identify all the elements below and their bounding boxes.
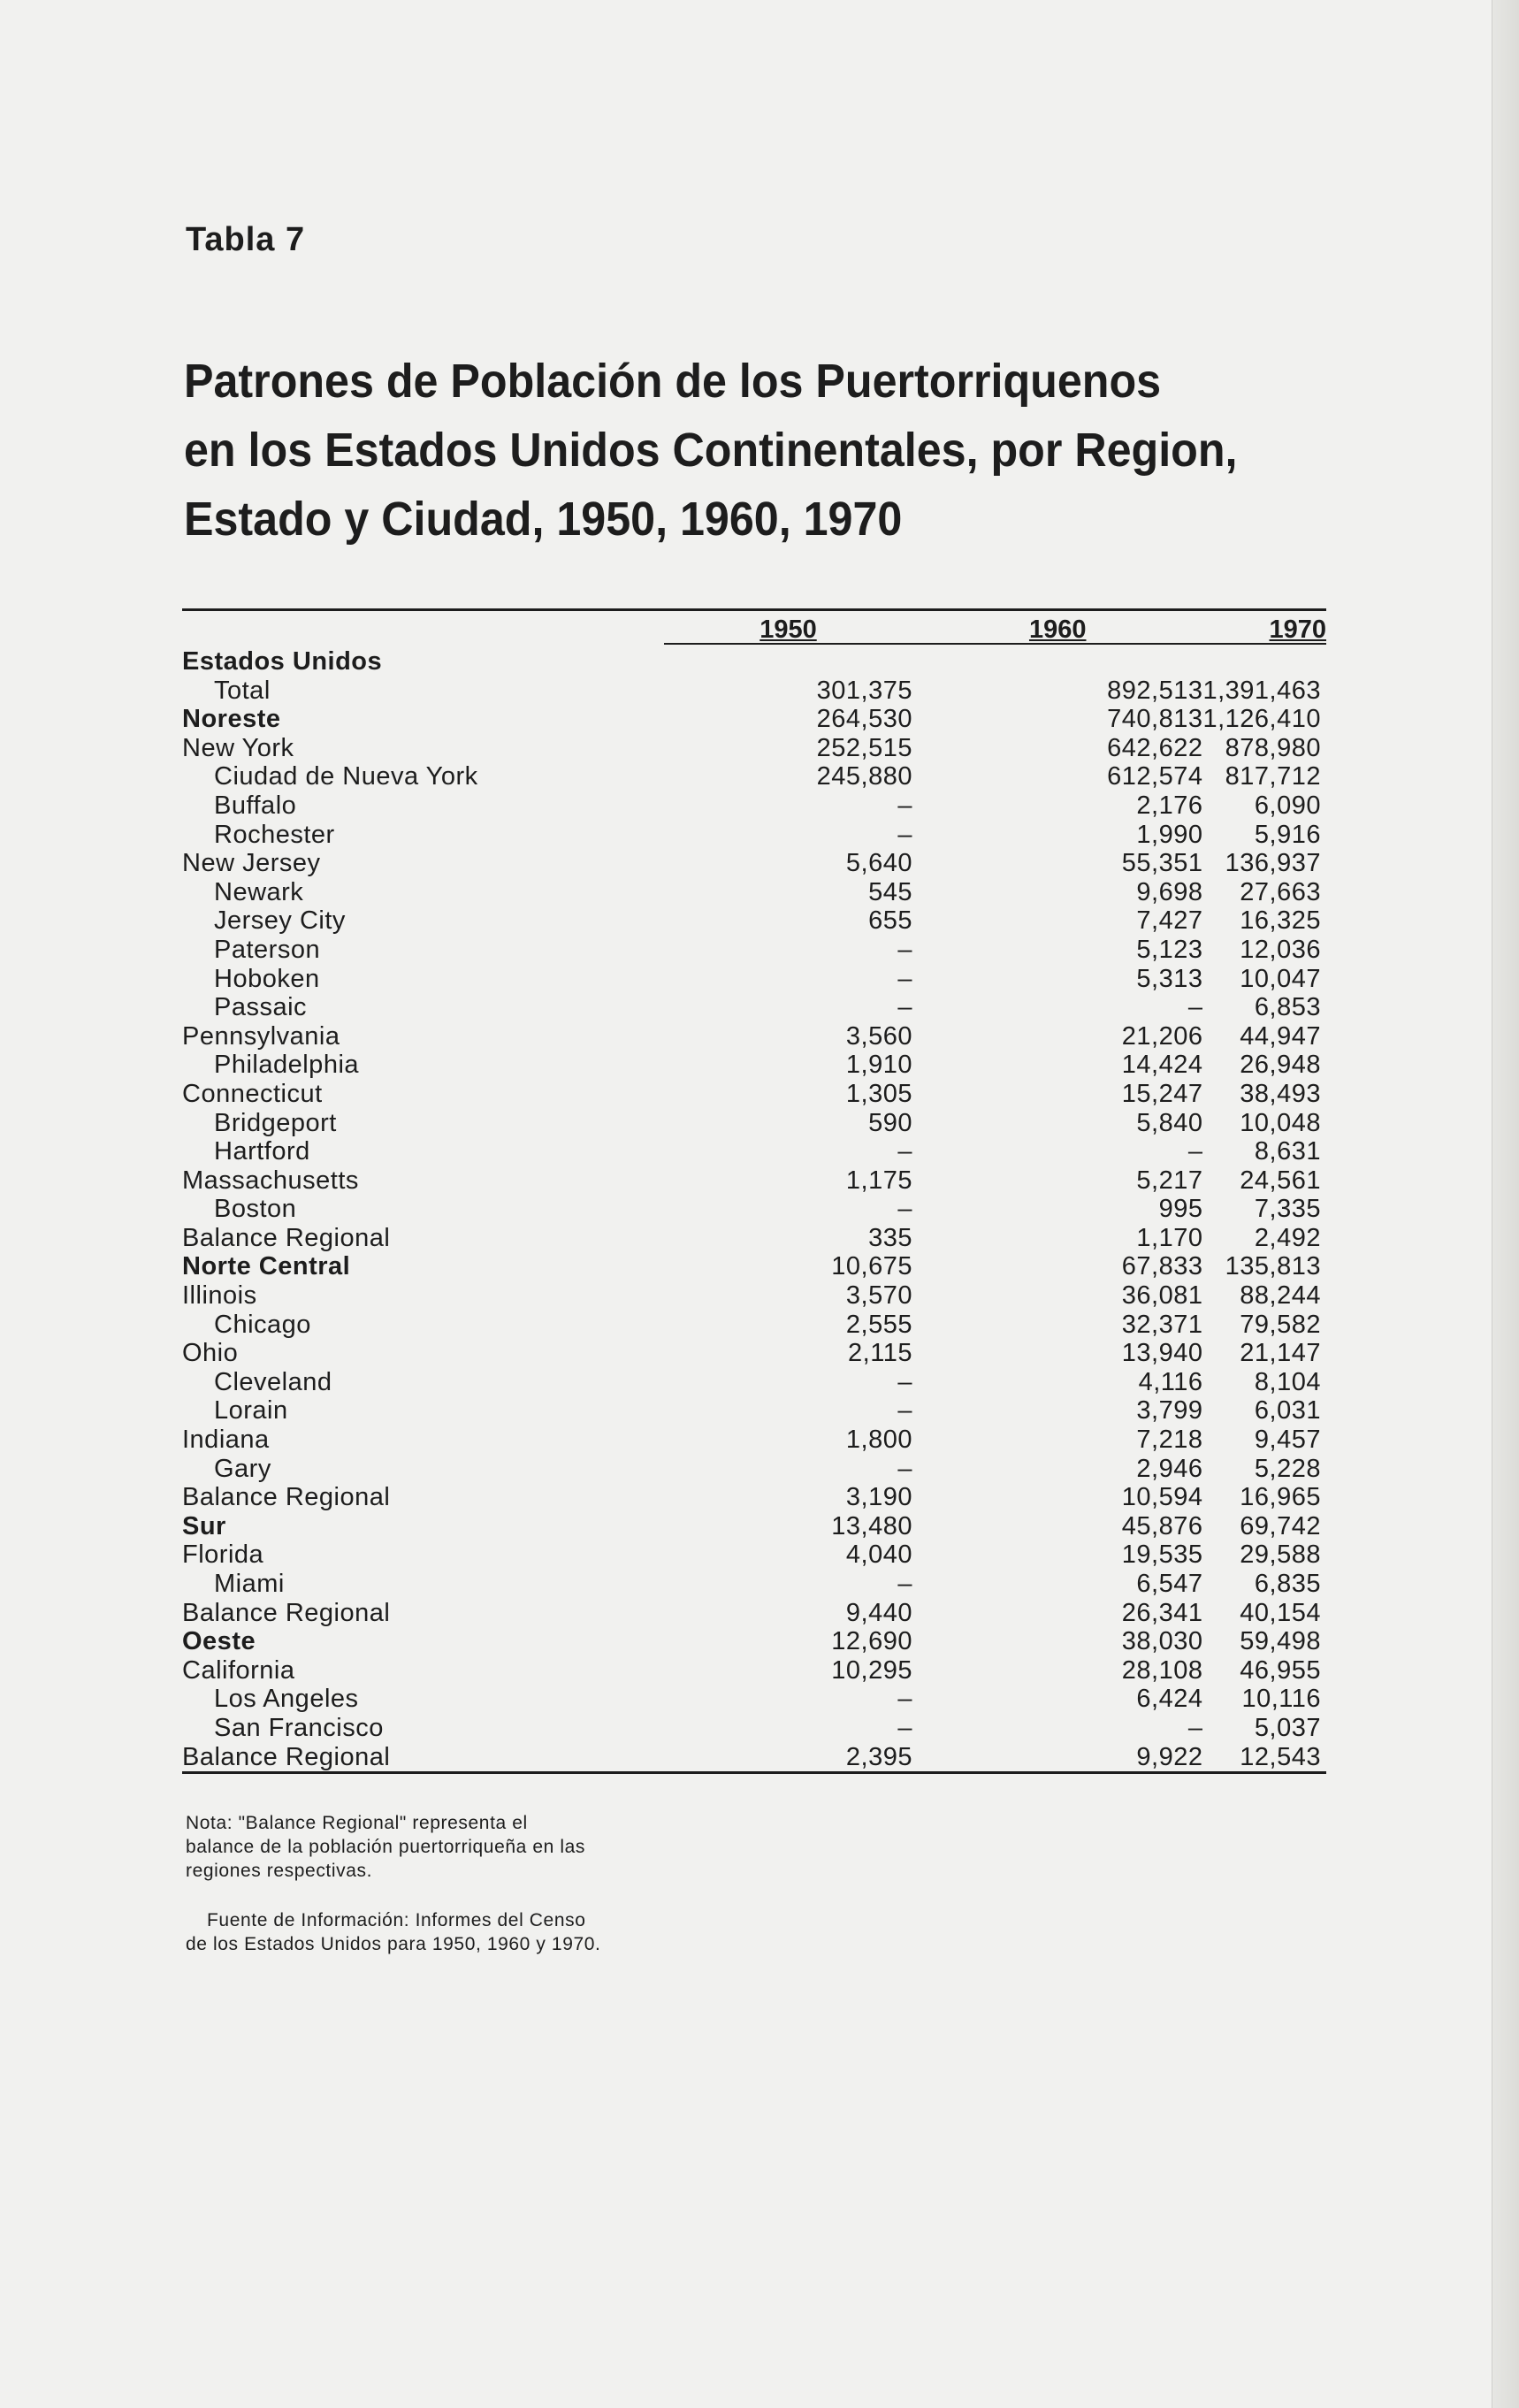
value-1970: 26,948 <box>1240 1051 1321 1080</box>
table-row <box>182 1224 1326 1253</box>
value-1950: 13,480 <box>831 1511 912 1540</box>
value-1950: – <box>897 1713 912 1742</box>
table-row <box>182 1166 1326 1196</box>
row-label: Florida <box>182 1540 264 1570</box>
value-1970: 5,037 <box>1254 1713 1321 1742</box>
value-1960: 740,813 <box>1107 705 1203 734</box>
value-1970 <box>1202 647 1326 677</box>
row-label: Sur <box>182 1511 226 1540</box>
row-label: Jersey City <box>214 906 346 936</box>
table-row <box>182 1195 1326 1224</box>
value-1950: 245,880 <box>816 762 912 791</box>
table-row <box>182 1570 1326 1599</box>
value-1960: 10,594 <box>1121 1483 1203 1512</box>
value-1950: 252,515 <box>816 733 912 762</box>
value-1950: 1,305 <box>845 1079 912 1108</box>
table-row <box>182 1685 1326 1714</box>
value-1950: 264,530 <box>816 705 912 734</box>
table-row <box>182 1714 1326 1743</box>
value-1950: 590 <box>868 1108 912 1137</box>
value-1960: 2,946 <box>1136 1454 1203 1483</box>
value-1950: – <box>897 935 912 964</box>
value-1950: 3,560 <box>845 1021 912 1051</box>
value-1970: 8,631 <box>1254 1137 1321 1166</box>
value-1970: 46,955 <box>1240 1655 1321 1685</box>
row-label: Newark <box>214 877 304 906</box>
row-label: Balance Regional <box>182 1223 391 1252</box>
value-1950: 10,675 <box>831 1252 912 1281</box>
value-1960: 5,217 <box>1136 1166 1203 1195</box>
value-1970: 136,937 <box>1225 849 1321 878</box>
value-1960: 4,116 <box>1138 1367 1203 1396</box>
table-body <box>182 647 1326 1773</box>
value-1970: 1,126,410 <box>1202 705 1321 734</box>
row-label: Hoboken <box>214 964 320 993</box>
value-1970: 38,493 <box>1240 1079 1321 1108</box>
value-1970: 6,835 <box>1254 1570 1321 1598</box>
page-edge <box>1492 0 1519 2408</box>
value-1970: 5,916 <box>1254 820 1321 849</box>
row-label: Noreste <box>182 705 281 734</box>
value-1970: 5,228 <box>1254 1454 1321 1483</box>
title-line: en los Estados Unidos Continentales, por Region, <box>184 424 1238 477</box>
value-1950: – <box>897 993 912 1022</box>
row-label: Cleveland <box>214 1367 332 1396</box>
value-1950: 2,115 <box>848 1339 912 1368</box>
value-1950: 335 <box>868 1223 912 1252</box>
table-row <box>182 1396 1326 1426</box>
title-line: Estado y Ciudad, 1950, 1960, 1970 <box>184 493 903 546</box>
footnote-line: balance de la población puertorriqueña en las <box>186 1837 585 1857</box>
table-row <box>182 705 1326 734</box>
value-1960: 21,206 <box>1121 1021 1203 1051</box>
value-1970: 16,965 <box>1240 1483 1321 1512</box>
table-row <box>182 1022 1326 1051</box>
table-row <box>182 1743 1326 1773</box>
row-label: New Jersey <box>182 849 321 878</box>
value-1970: 10,047 <box>1240 964 1321 993</box>
source-line: de los Estados Unidos para 1950, 1960 y 1970. <box>186 1934 601 1954</box>
value-1970: 59,498 <box>1240 1627 1321 1656</box>
value-1960: 5,123 <box>1136 935 1203 964</box>
value-1960: 1,170 <box>1136 1223 1203 1252</box>
value-1960: 19,535 <box>1121 1540 1203 1570</box>
value-1970: 12,543 <box>1240 1742 1321 1771</box>
value-1950: – <box>897 1396 912 1426</box>
footnote <box>186 1811 716 1883</box>
value-1960: 32,371 <box>1121 1310 1203 1339</box>
value-1950: 1,800 <box>845 1426 912 1455</box>
value-1970: 24,561 <box>1240 1166 1321 1195</box>
value-1950: – <box>897 791 912 820</box>
row-label: Chicago <box>214 1310 311 1339</box>
table-row <box>182 878 1326 907</box>
value-1970: 6,090 <box>1254 791 1321 820</box>
value-1970: 9,457 <box>1254 1426 1321 1455</box>
row-label: Boston <box>214 1195 297 1224</box>
value-1960: 6,547 <box>1136 1570 1203 1598</box>
value-1960: – <box>1187 993 1203 1022</box>
value-1970: 29,588 <box>1240 1540 1321 1570</box>
value-1970: 40,154 <box>1240 1598 1321 1627</box>
row-label: Lorain <box>214 1396 288 1426</box>
value-1950: – <box>897 820 912 849</box>
source-note <box>186 1908 716 1956</box>
value-1960: 15,247 <box>1121 1079 1203 1108</box>
table-row <box>182 677 1326 706</box>
value-1970: 10,116 <box>1241 1685 1321 1714</box>
value-1970: 79,582 <box>1240 1310 1321 1339</box>
row-label: Estados Unidos <box>182 647 383 676</box>
row-label: Philadelphia <box>214 1051 360 1080</box>
value-1970: 1,391,463 <box>1202 676 1321 705</box>
row-label: Oeste <box>182 1627 256 1656</box>
table-row <box>182 906 1326 936</box>
footnote-line: regiones respectivas. <box>186 1861 373 1881</box>
row-label: Rochester <box>214 820 335 849</box>
row-label: Balance Regional <box>182 1598 391 1627</box>
row-label: Indiana <box>182 1426 270 1455</box>
row-label: Buffalo <box>214 791 297 820</box>
row-label: Norte Central <box>182 1252 351 1281</box>
value-1970: 8,104 <box>1254 1367 1321 1396</box>
value-1960: 7,427 <box>1136 906 1203 936</box>
table-row <box>182 1599 1326 1628</box>
value-1960: 26,341 <box>1121 1598 1203 1627</box>
table-row <box>182 734 1326 763</box>
value-1960: 13,940 <box>1121 1339 1203 1368</box>
value-1950: 4,040 <box>845 1540 912 1570</box>
column-header-1960: 1960 <box>1028 615 1087 644</box>
value-1970: 2,492 <box>1254 1223 1321 1252</box>
table-row <box>182 821 1326 850</box>
value-1970: 21,147 <box>1240 1339 1321 1368</box>
value-1970: 135,813 <box>1225 1252 1321 1281</box>
value-1960: – <box>1187 1713 1203 1742</box>
column-header-1970: 1970 <box>1269 615 1326 644</box>
table-row <box>182 1540 1326 1570</box>
value-1960: 642,622 <box>1107 733 1203 762</box>
table-row <box>182 1455 1326 1484</box>
table-row <box>182 647 1326 677</box>
page-title <box>184 347 1253 554</box>
row-label: Total <box>214 676 271 705</box>
value-1970: 7,335 <box>1254 1195 1321 1224</box>
row-label: Los Angeles <box>214 1685 359 1714</box>
value-1960: 38,030 <box>1121 1627 1203 1656</box>
value-1960: 1,990 <box>1136 820 1203 849</box>
value-1950: – <box>897 1570 912 1598</box>
value-1950: – <box>897 964 912 993</box>
value-1960: 995 <box>1158 1195 1203 1224</box>
row-label: San Francisco <box>214 1713 384 1742</box>
value-1960: 3,799 <box>1136 1396 1203 1426</box>
row-label: California <box>182 1655 295 1685</box>
row-label: Bridgeport <box>214 1108 337 1137</box>
value-1950: 5,640 <box>845 849 912 878</box>
table-row <box>182 849 1326 878</box>
source-line: Fuente de Información: Informes del Censo <box>207 1910 586 1930</box>
row-label: Balance Regional <box>182 1483 391 1512</box>
row-label: Balance Regional <box>182 1742 391 1771</box>
population-table <box>182 608 1326 1774</box>
table-row <box>182 1368 1326 1397</box>
value-1960: 7,218 <box>1136 1426 1203 1455</box>
value-1960: 14,424 <box>1121 1051 1203 1080</box>
table-row <box>182 936 1326 965</box>
table-row <box>182 1051 1326 1080</box>
table-row <box>182 1339 1326 1368</box>
row-label: Paterson <box>214 935 321 964</box>
value-1970: 16,325 <box>1240 906 1321 936</box>
table-row <box>182 762 1326 791</box>
value-1950: 2,555 <box>845 1310 912 1339</box>
row-label: Massachusetts <box>182 1166 359 1195</box>
value-1970: 6,853 <box>1254 993 1321 1022</box>
value-1950: – <box>897 1367 912 1396</box>
value-1960: 2,176 <box>1136 791 1203 820</box>
table-label: Tabla 7 <box>186 221 306 258</box>
value-1950: 545 <box>868 877 912 906</box>
value-1950: 12,690 <box>831 1627 912 1656</box>
value-1960: 9,698 <box>1136 877 1203 906</box>
value-1950: 301,375 <box>816 676 912 705</box>
value-1960: 9,922 <box>1136 1742 1203 1771</box>
table-row <box>182 791 1326 821</box>
column-header-1950: 1950 <box>760 615 817 644</box>
value-1950: 3,570 <box>845 1281 912 1311</box>
table-header-row <box>182 610 1326 645</box>
table-row <box>182 1512 1326 1541</box>
value-1950: – <box>897 1454 912 1483</box>
value-1960: 5,313 <box>1136 964 1203 993</box>
value-1970: 878,980 <box>1225 733 1321 762</box>
table-row <box>182 1311 1326 1340</box>
row-label: Pennsylvania <box>182 1021 340 1051</box>
value-1970: 69,742 <box>1240 1511 1321 1540</box>
table-row <box>182 1483 1326 1512</box>
value-1950: 1,910 <box>845 1051 912 1080</box>
row-label: Gary <box>214 1454 271 1483</box>
table-row <box>182 965 1326 994</box>
value-1960: 612,574 <box>1107 762 1203 791</box>
value-1970: 10,048 <box>1240 1108 1321 1137</box>
table-row <box>182 1627 1326 1656</box>
value-1950: – <box>897 1137 912 1166</box>
row-label: Ohio <box>182 1339 239 1368</box>
value-1970: 817,712 <box>1225 762 1321 791</box>
row-label: Hartford <box>214 1137 310 1166</box>
table-row <box>182 1137 1326 1166</box>
title-line: Patrones de Población de los Puertorriquenos <box>184 355 1162 408</box>
value-1950: – <box>897 1685 912 1714</box>
header-label-spacer <box>182 610 664 645</box>
table-row <box>182 1426 1326 1455</box>
row-label: Illinois <box>182 1281 257 1311</box>
table-row <box>182 1252 1326 1281</box>
value-1950 <box>664 647 912 677</box>
value-1970: 44,947 <box>1240 1021 1321 1051</box>
value-1970: 12,036 <box>1240 935 1321 964</box>
row-label: Connecticut <box>182 1079 323 1108</box>
row-label: New York <box>182 733 294 762</box>
row-label: Miami <box>214 1570 285 1598</box>
value-1960: 55,351 <box>1121 849 1203 878</box>
value-1970: 88,244 <box>1240 1281 1321 1311</box>
table-row <box>182 1080 1326 1109</box>
value-1970: 6,031 <box>1254 1396 1321 1426</box>
value-1960: 28,108 <box>1121 1655 1203 1685</box>
value-1960: 5,840 <box>1136 1108 1203 1137</box>
value-1950: 2,395 <box>845 1742 912 1771</box>
value-1960: 6,424 <box>1136 1685 1203 1714</box>
value-1960: 45,876 <box>1121 1511 1203 1540</box>
value-1950: 10,295 <box>831 1655 912 1685</box>
value-1950: 1,175 <box>845 1166 912 1195</box>
value-1950: – <box>897 1195 912 1224</box>
value-1960: 67,833 <box>1121 1252 1203 1281</box>
table-row <box>182 1656 1326 1686</box>
value-1950: 9,440 <box>845 1598 912 1627</box>
row-label: Ciudad de Nueva York <box>214 762 478 791</box>
value-1950: 655 <box>868 906 912 936</box>
footnote-line: Nota: "Balance Regional" representa el <box>186 1813 528 1833</box>
table-row <box>182 993 1326 1022</box>
value-1970: 27,663 <box>1240 877 1321 906</box>
row-label: Passaic <box>214 993 308 1022</box>
table-row <box>182 1281 1326 1311</box>
value-1950: 3,190 <box>845 1483 912 1512</box>
table-row <box>182 1109 1326 1138</box>
value-1960: 36,081 <box>1121 1281 1203 1311</box>
value-1960 <box>912 647 1203 677</box>
value-1960: 892,513 <box>1107 676 1203 705</box>
value-1960: – <box>1187 1137 1203 1166</box>
